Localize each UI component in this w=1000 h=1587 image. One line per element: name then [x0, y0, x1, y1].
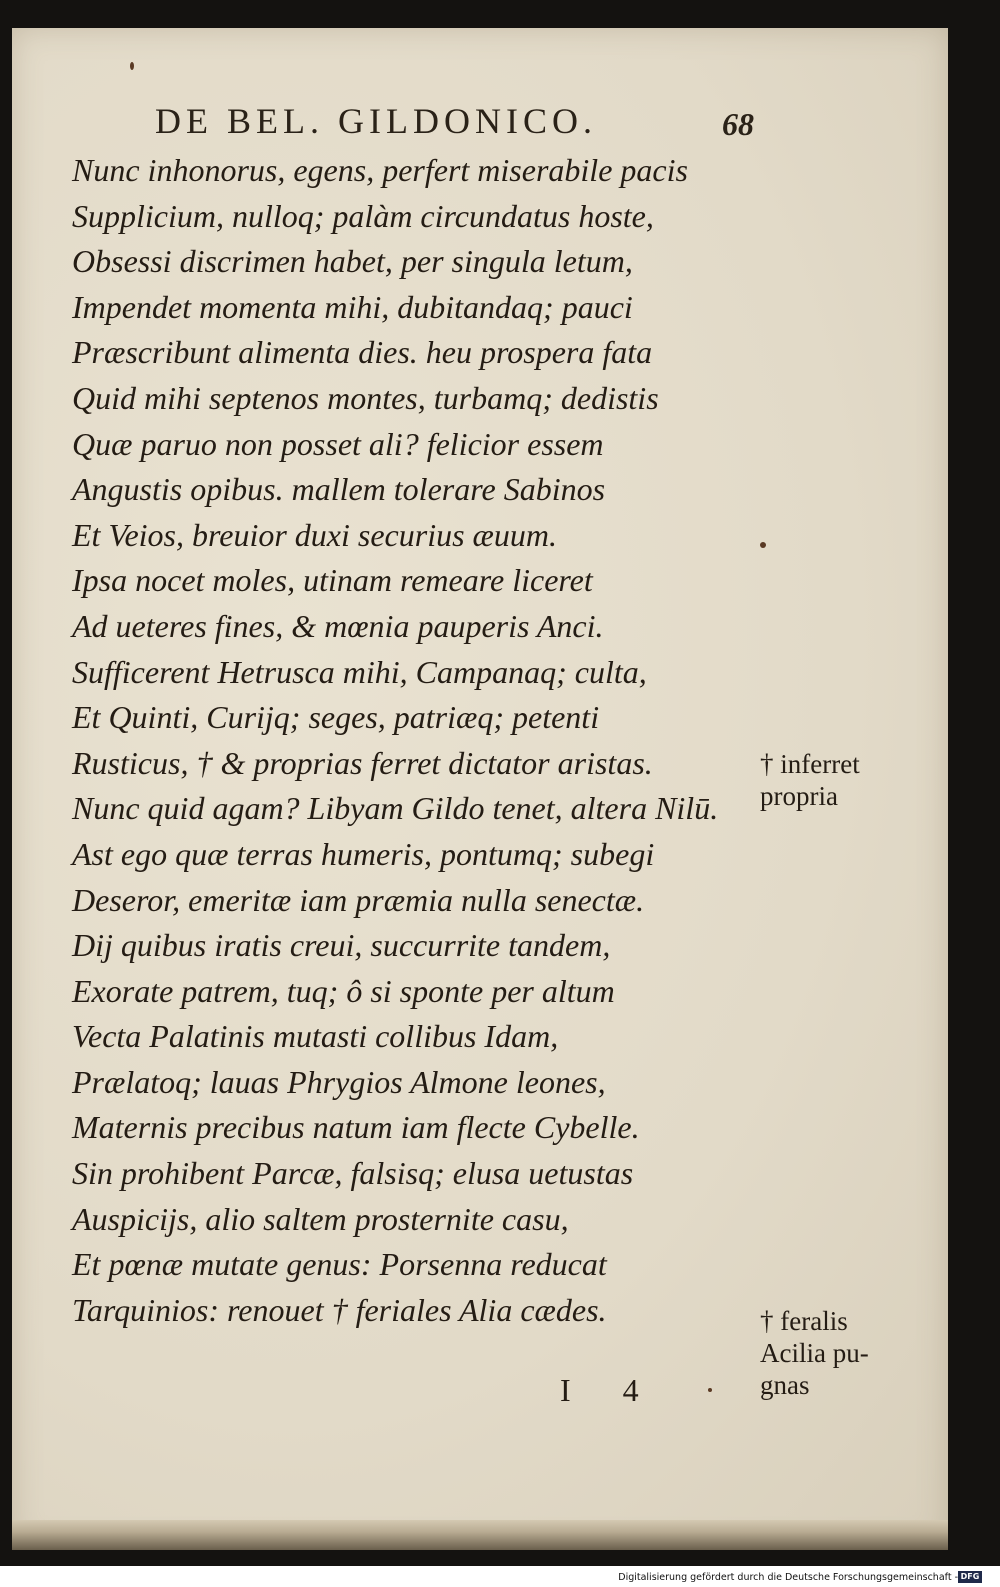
ink-speck [760, 542, 766, 548]
verse-line: Maternis precibus natum iam flecte Cybelle. [72, 1109, 640, 1146]
verse-line: Quæ paruo non posset ali? felicior essem [72, 425, 604, 462]
ink-speck [708, 1388, 712, 1392]
verse-line: Et Veios, breuior duxi securius æuum. [72, 516, 557, 553]
verse-line: Obsessi discrimen habet, per singula letum, [72, 243, 633, 280]
verse-line: Rusticus, † & proprias ferret dictator aristas. [72, 744, 653, 781]
digitization-credit: Digitalisierung gefördert durch die Deutsche Forschungsgemeinschaft - [618, 1572, 958, 1583]
verse-line: Ad ueteres fines, & mœnia pauperis Anci. [72, 607, 604, 644]
verse-line: Deseror, emeritæ iam præmia nulla senectæ. [72, 881, 645, 918]
verse-line: Tarquinios: renouet † feriales Alia cædes. [72, 1291, 607, 1328]
verse-line: Auspicijs, alio saltem prosternite casu, [72, 1200, 569, 1237]
verse-line: Et Quinti, Curijq; seges, patriæq; petenti [72, 699, 600, 736]
verse-line: Supplicium, nulloq; palàm circundatus hoste, [72, 197, 654, 234]
verse-line: Exorate patrem, tuq; ô si sponte per altum [72, 972, 615, 1009]
verse-line: Angustis opibus. mallem tolerare Sabinos [72, 471, 606, 508]
verse-line: Ast ego quæ terras humeris, pontumq; subegi [72, 835, 655, 872]
verse-line: Vecta Palatinis mutasti collibus Idam, [72, 1018, 559, 1055]
verse-line: Sufficerent Hetrusca mihi, Campanaq; culta, [72, 653, 647, 690]
page-number: 68 [722, 106, 754, 142]
marginal-note: † feralis Acilia pu- gnas [760, 1306, 869, 1400]
verse-line: Ipsa nocet moles, utinam remeare liceret [72, 562, 593, 599]
verse-text [72, 148, 752, 1333]
verse-line: Sin prohibent Parcæ, falsisq; elusa uetustas [72, 1155, 634, 1192]
verse-line: Nunc quid agam? Libyam Gildo tenet, altera Nilū. [72, 790, 719, 827]
page-edge [12, 1520, 948, 1550]
verse-line: Præscribunt alimenta dies. heu prospera fata [72, 334, 653, 371]
running-header: DE BEL. GILDONICO. [155, 101, 597, 141]
marginal-note: † inferret propria [760, 749, 860, 811]
verse-line: Quid mihi septenos montes, turbamq; dedistis [72, 379, 659, 416]
verse-line: Nunc inhonorus, egens, perfert miserabile pacis [72, 152, 688, 188]
dfg-logo: DFG [958, 1571, 982, 1583]
verse-line: Et pœnæ mutate genus: Porsenna reducat [72, 1246, 607, 1283]
verse-line: Prælatoq; lauas Phrygios Almone leones, [72, 1063, 606, 1100]
signature-mark: I 4 [560, 1372, 661, 1408]
verse-line: Impendet momenta mihi, dubitandaq; pauci [72, 288, 633, 325]
verse-line: Dij quibus iratis creui, succurrite tandem, [72, 927, 611, 964]
ink-speck [130, 62, 134, 70]
